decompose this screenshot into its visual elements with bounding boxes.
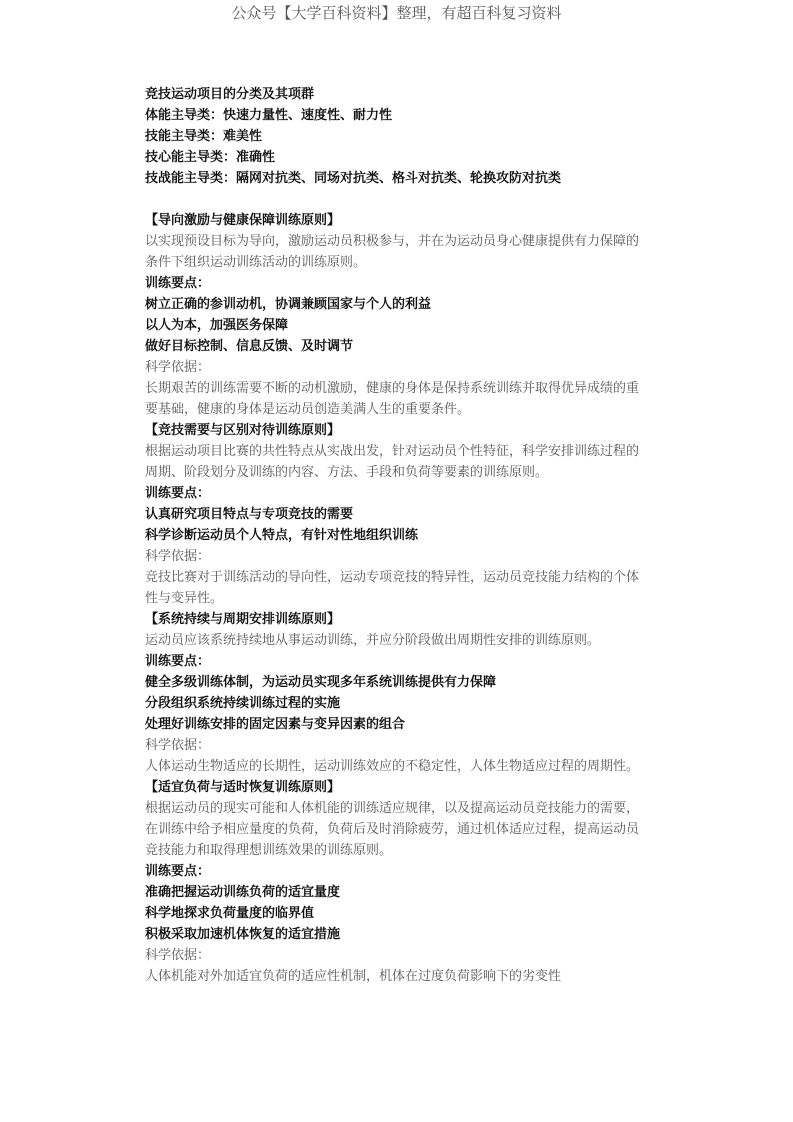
intro-line: 体能主导类：快速力量性、速度性、耐力性 bbox=[145, 108, 393, 123]
basis-line: 要基础，健康的身体是运动员创造美满人生的重要条件。 bbox=[145, 402, 471, 417]
basis-label: 科学依据： bbox=[145, 360, 211, 375]
training-point: 科学地探求负荷量度的临界值 bbox=[145, 906, 315, 921]
points-label: 训练要点： bbox=[145, 276, 211, 291]
intro-line: 技能主导类：难美性 bbox=[145, 129, 263, 144]
training-point: 准确把握运动训练负荷的适宜量度 bbox=[145, 885, 341, 900]
training-point: 认真研究项目特点与专项竞技的需要 bbox=[145, 507, 354, 522]
section-definition-line: 条件下组织运动训练活动的训练原则。 bbox=[145, 255, 367, 270]
basis-line: 人体运动生物适应的长期性，运动训练效应的不稳定性，人体生物适应过程的周期性。 bbox=[145, 759, 640, 774]
training-point: 以人为本，加强医务保障 bbox=[145, 318, 289, 333]
intro-title: 竞技运动项目的分类及其项群 bbox=[145, 87, 315, 102]
training-point: 处理好训练安排的固定因素与变异因素的组合 bbox=[145, 717, 406, 732]
basis-line: 竞技比赛对于训练活动的导向性，运动专项竞技的特异性，运动员竞技能力结构的个体 bbox=[145, 570, 640, 585]
basis-label: 科学依据： bbox=[145, 738, 211, 753]
basis-line: 人体机能对外加适宜负荷的适应性机制，机体在过度负荷影响下的劣变性 bbox=[145, 969, 562, 984]
section-title: 【系统持续与周期安排训练原则】 bbox=[145, 612, 341, 627]
basis-line: 长期艰苦的训练需要不断的动机激励，健康的身体是保持系统训练并取得优异成绩的重 bbox=[145, 381, 640, 396]
page-header: 公众号【大学百科资料】整理，有超百科复习资料 bbox=[231, 4, 562, 22]
section-definition-line: 在训练中给予相应量度的负荷，负荷后及时消除疲劳，通过机体适应过程，提高运动员 bbox=[145, 822, 640, 837]
training-point: 健全多级训练体制，为运动员实现多年系统训练提供有力保障 bbox=[145, 675, 497, 690]
section-definition-line: 根据运动项目比赛的共性特点从实战出发，针对运动员个性特征，科学安排训练过程的 bbox=[145, 444, 640, 459]
section-title: 【导向激励与健康保障训练原则】 bbox=[145, 213, 341, 228]
training-point: 分段组织系统持续训练过程的实施 bbox=[145, 696, 341, 711]
points-label: 训练要点： bbox=[145, 654, 211, 669]
section-title: 【竞技需要与区别对待训练原则】 bbox=[145, 423, 341, 438]
training-point: 积极采取加速机体恢复的适宜措施 bbox=[145, 927, 341, 942]
points-label: 训练要点： bbox=[145, 486, 211, 501]
section-definition-line: 周期、阶段划分及训练的内容、方法、手段和负荷等要素的训练原则。 bbox=[145, 465, 549, 480]
training-point: 做好目标控制、信息反馈、及时调节 bbox=[145, 339, 354, 354]
spacer bbox=[145, 189, 685, 210]
basis-label: 科学依据： bbox=[145, 948, 211, 963]
document-body bbox=[145, 84, 685, 987]
basis-line: 性与变异性。 bbox=[145, 591, 224, 606]
training-point: 科学诊断运动员个人特点，有针对性地组织训练 bbox=[145, 528, 419, 543]
section-definition-line: 以实现预设目标为导向，激励运动员积极参与，并在为运动员身心健康提供有力保障的 bbox=[145, 234, 640, 249]
intro-line: 技战能主导类：隔网对抗类、同场对抗类、格斗对抗类、轮换攻防对抗类 bbox=[145, 171, 562, 186]
section-definition-line: 竞技能力和取得理想训练效果的训练原则。 bbox=[145, 843, 393, 858]
section-definition-line: 根据运动员的现实可能和人体机能的训练适应规律，以及提高运动员竞技能力的需要， bbox=[145, 801, 640, 816]
points-label: 训练要点： bbox=[145, 864, 211, 879]
training-point: 树立正确的参训动机，协调兼顾国家与个人的利益 bbox=[145, 297, 432, 312]
basis-label: 科学依据： bbox=[145, 549, 211, 564]
section-title: 【适宜负荷与适时恢复训练原则】 bbox=[145, 780, 341, 795]
section-definition-line: 运动员应该系统持续地从事运动训练，并应分阶段做出周期性安排的训练原则。 bbox=[145, 633, 601, 648]
intro-line: 技心能主导类：准确性 bbox=[145, 150, 276, 165]
